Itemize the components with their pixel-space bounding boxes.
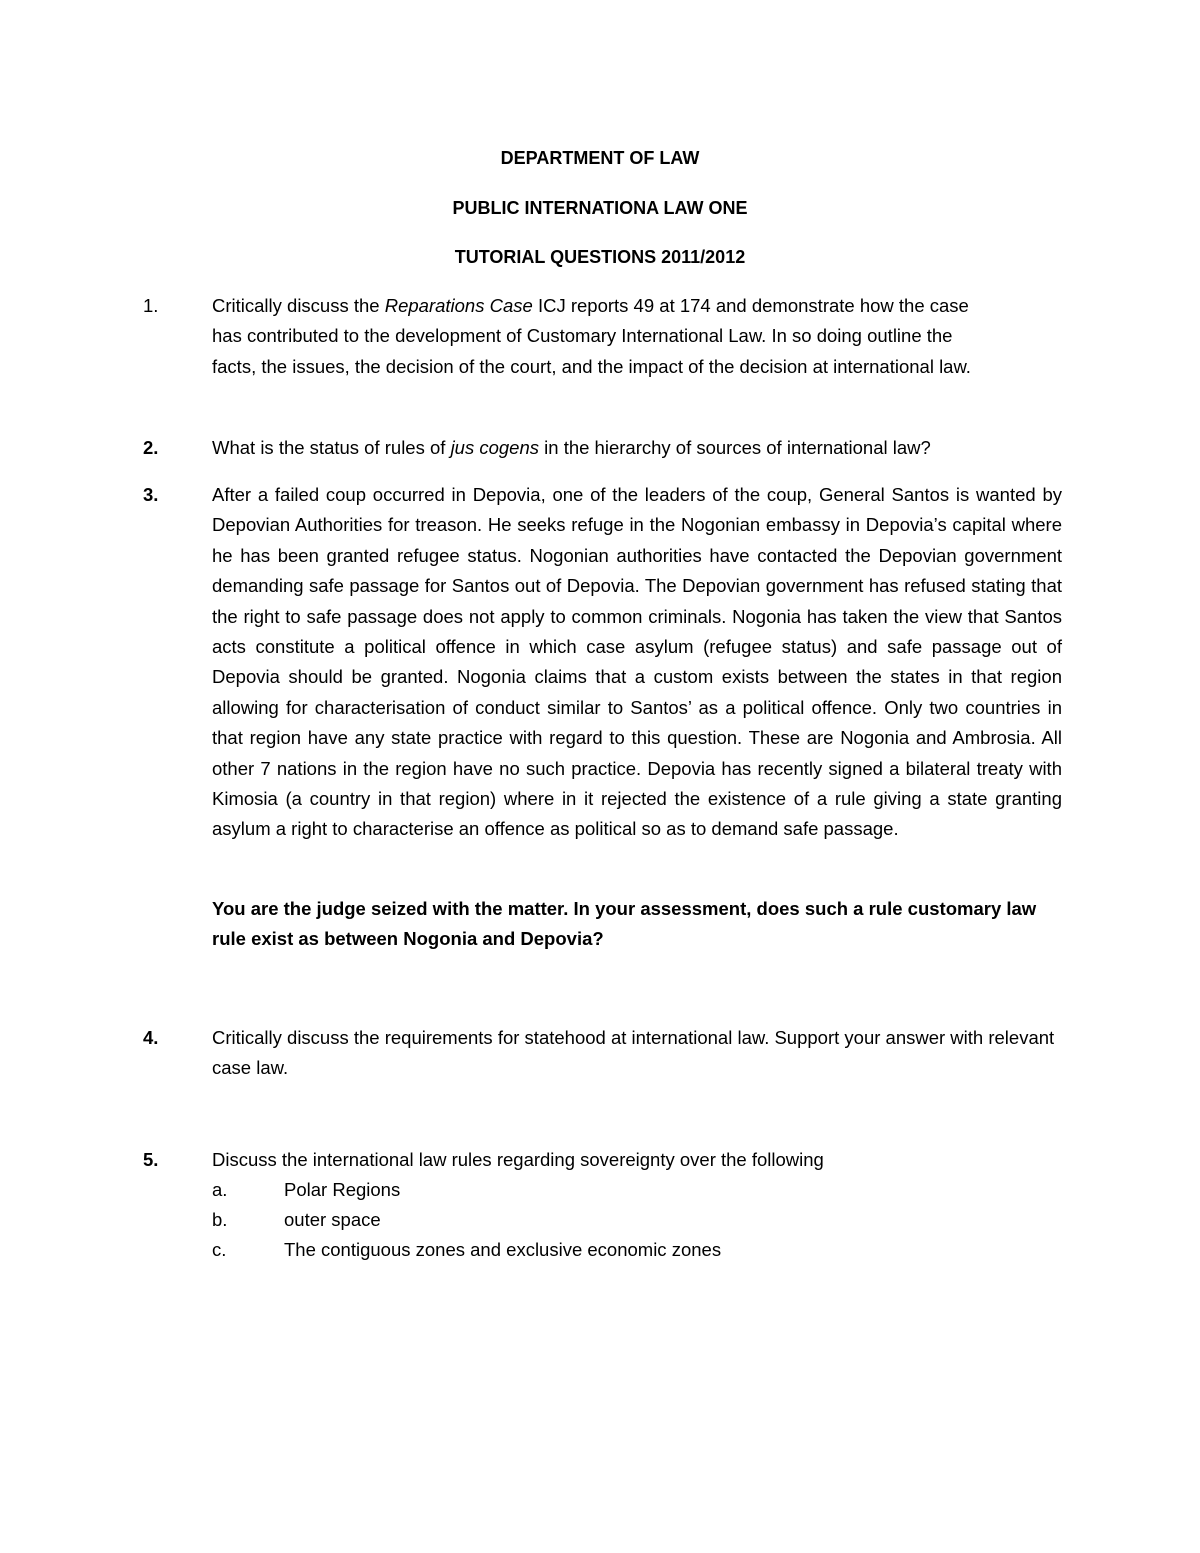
question-2-text-a: What is the status of rules of — [212, 437, 451, 458]
question-5-item-c-letter: c. — [212, 1239, 227, 1260]
tutorial-heading: TUTORIAL QUESTIONS 2011/2012 — [454, 247, 746, 267]
question-2-text — [212, 433, 1062, 463]
question-3-text: After a failed coup occurred in Depovia, one of the leaders of the coup, General Santos is wanted by Depovian Authorities for treason. He seeks refuge in the Nogonian embassy in Depovia’s capital where he has been granted refugee status. Nogonian authorities have contacted the Depovian government demanding safe passage for Santos out of Depovia. The Depovian government has refused stating that the right to safe passage does not apply to common criminals. Nogonia has taken the view that Santos acts constitute a political offence in which case asylum (refugee status) and safe passage out of Depovia should be granted. Nogonia claims that a custom exists between the states in that region allowing for characterisation of conduct similar to Santos’ as a political offence. Only two countries in that region have any state practice with regard to this question. These are Nogonia and Ambrosia. All other 7 nations in the region have no such practice. Depovia has recently signed a bilateral treaty with Kimosia (a country in that region) where in it rejected the existence of a rule giving a state granting asylum a right to characterise an offence as political so as to demand safe passage. — [212, 484, 1062, 840]
question-5-text: Discuss the international law rules regarding sovereignty over the following — [212, 1149, 824, 1170]
course-heading: PUBLIC INTERNATIONA LAW ONE — [452, 198, 748, 218]
department-heading: DEPARTMENT OF LAW — [500, 148, 700, 168]
question-5-number: 5. — [143, 1149, 159, 1170]
question-2-term: jus cogens — [450, 437, 540, 458]
question-1-case-name: Reparations Case — [384, 295, 533, 316]
question-3-number: 3. — [143, 484, 159, 505]
question-5-item-a-text: Polar Regions — [284, 1179, 401, 1200]
question-5-item-b-letter: b. — [212, 1209, 228, 1230]
question-5-item-a-letter: a. — [212, 1179, 228, 1200]
question-1-text — [212, 291, 982, 382]
question-5-item-b-text: outer space — [284, 1209, 381, 1230]
question-4-text: Critically discuss the requirements for statehood at international law. Support your answer with relevant case law. — [212, 1027, 1055, 1079]
question-4-number: 4. — [143, 1027, 159, 1048]
question-3-bold-question: You are the judge seized with the matter. In your assessment, does such a rule customary law rule exist as between Nogonia and Depovia? — [212, 898, 1037, 950]
question-5-item-c-text: The contiguous zones and exclusive economic zones — [284, 1239, 722, 1260]
question-2-number: 2. — [143, 437, 159, 458]
question-1-text-a: Critically discuss the — [212, 295, 385, 316]
question-1-text-b: ICJ reports 49 at 174 and demonstrate how the case has contributed to the development of Customary International Law. In so doing outline the facts, the issues, the decision of the court, and the impact of the decision at international law. — [212, 295, 971, 377]
question-1-number: 1. — [143, 295, 159, 316]
question-2-text-b: in the hierarchy of sources of international law? — [539, 437, 931, 458]
